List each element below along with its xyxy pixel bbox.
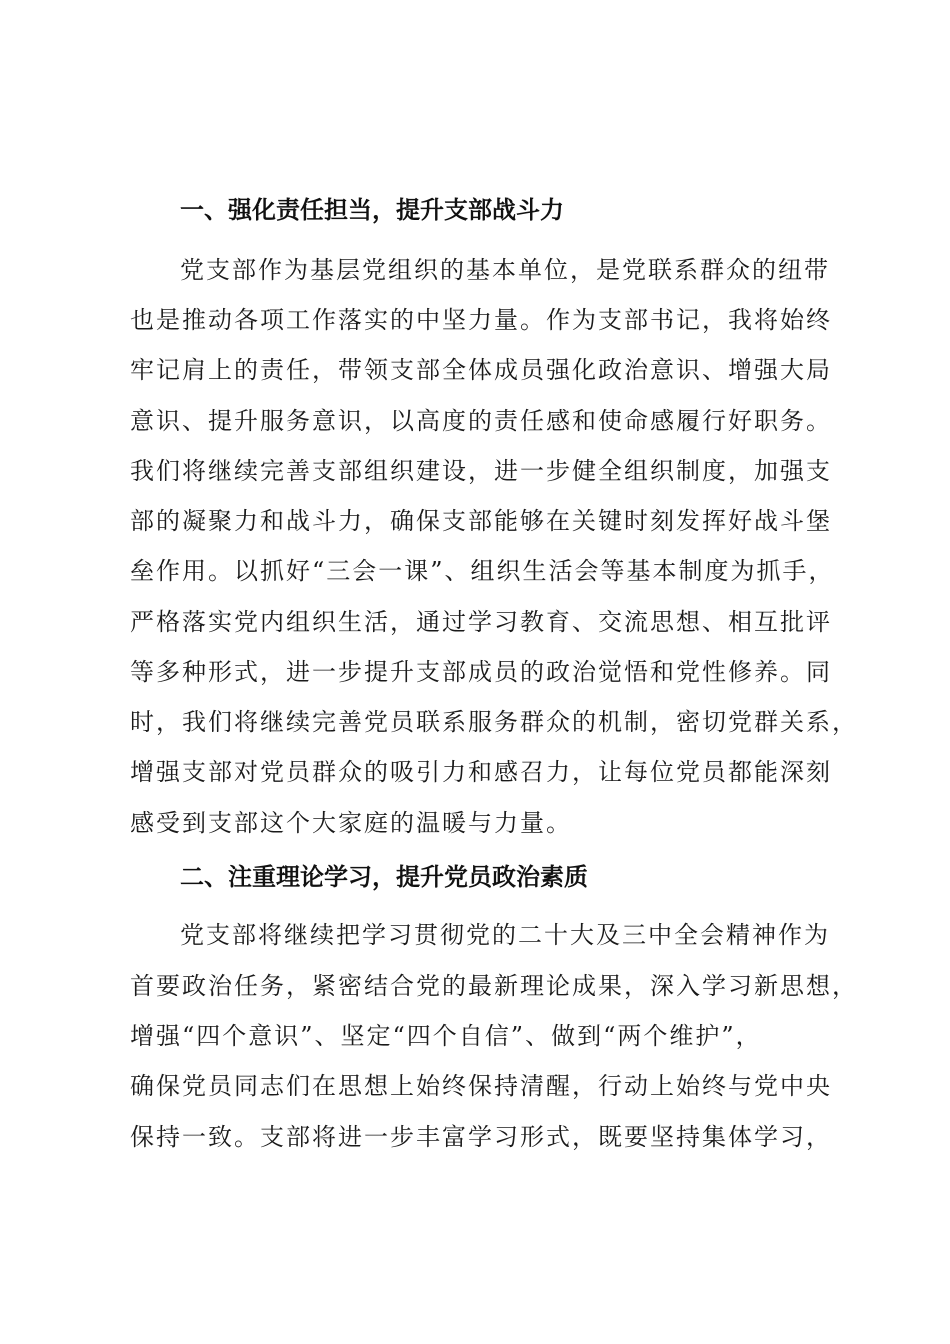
section-2-heading: 二、注重理论学习，提升党员政治素质: [180, 863, 588, 891]
section-1-line: 时，我们将继续完善党员联系服务群众的机制，密切党群关系，: [130, 708, 858, 736]
section-2-line: 保持一致。支部将进一步丰富学习形式，既要坚持集体学习，: [130, 1123, 832, 1151]
section-1-heading: 一、强化责任担当，提升支部战斗力: [180, 196, 564, 224]
section-1-line: 部的凝聚力和战斗力，确保支部能够在关键时刻发挥好战斗堡: [130, 507, 832, 535]
section-1-line: 也是推动各项工作落实的中坚力量。作为支部书记，我将始终: [130, 306, 832, 334]
section-1-line: 我们将继续完善支部组织建设，进一步健全组织制度，加强支: [130, 457, 832, 485]
section-2-line: 首要政治任务，紧密结合党的最新理论成果，深入学习新思想，: [130, 972, 858, 1000]
section-2-line: 党支部将继续把学习贯彻党的二十大及三中全会精神作为: [180, 921, 830, 949]
section-1-line: 等多种形式，进一步提升支部成员的政治觉悟和党性修养。同: [130, 658, 832, 686]
section-1-line: 垒作用。以抓好“三会一课”、组织生活会等基本制度为抓手，: [130, 557, 835, 585]
section-1-line: 严格落实党内组织生活，通过学习教育、交流思想、相互批评: [130, 608, 832, 636]
section-1-line: 感受到支部这个大家庭的温暖与力量。: [130, 809, 572, 837]
section-2-line: 增强“四个意识”、坚定“四个自信”、做到“两个维护”，: [130, 1022, 762, 1050]
section-1-line: 牢记肩上的责任，带领支部全体成员强化政治意识、增强大局: [130, 356, 832, 384]
section-1-line: 增强支部对党员群众的吸引力和感召力，让每位党员都能深刻: [130, 758, 832, 786]
section-1-line: 党支部作为基层党组织的基本单位，是党联系群众的纽带: [180, 256, 830, 284]
section-2-line: 确保党员同志们在思想上始终保持清醒，行动上始终与党中央: [130, 1072, 832, 1100]
section-1-line: 意识、提升服务意识，以高度的责任感和使命感履行好职务。: [130, 407, 832, 435]
